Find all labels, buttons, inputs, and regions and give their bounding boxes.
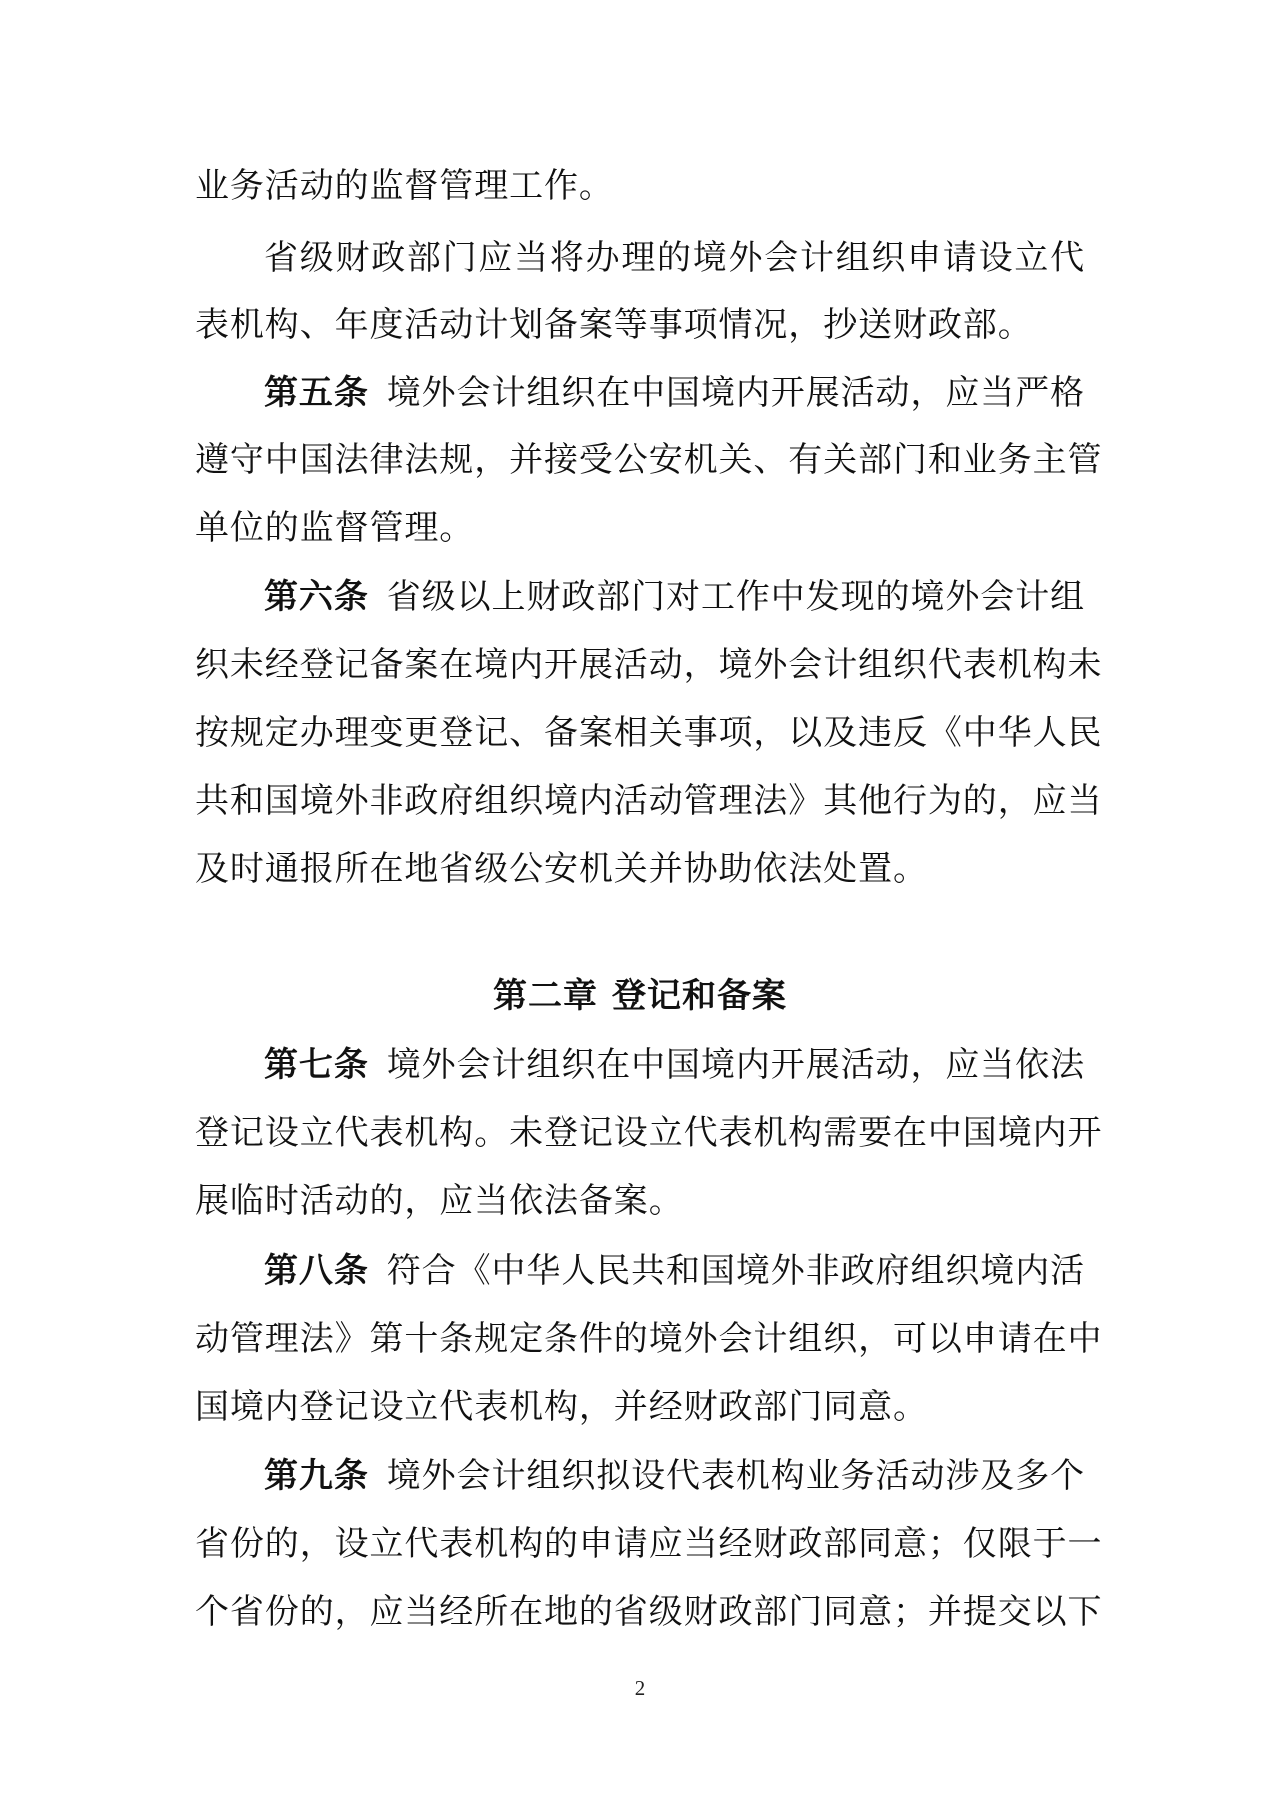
text-line: 单位的监督管理。 [195, 508, 475, 548]
text-line: 遵守中国法律法规，并接受公安机关、有关部门和业务主管 [195, 440, 1103, 480]
article-text: 境外会计组织在中国境内开展活动，应当依法 [386, 1045, 1086, 1085]
text-line: 动管理法》第十条规定条件的境外会计组织，可以申请在中 [195, 1319, 1103, 1359]
article-first-line [264, 577, 1085, 617]
article-text: 符合《中华人民共和国境外非政府组织境内活 [386, 1251, 1086, 1291]
article-label: 第九条 [264, 1456, 369, 1496]
article-text: 境外会计组织在中国境内开展活动，应当严格 [386, 373, 1086, 413]
article-label: 第五条 [264, 373, 369, 413]
article-first-line [264, 1045, 1085, 1085]
page-number: 2 [634, 1676, 646, 1700]
article-text: 境外会计组织拟设代表机构业务活动涉及多个 [386, 1456, 1086, 1496]
article-first-line [264, 1251, 1085, 1291]
text-line: 织未经登记备案在境内开展活动，境外会计组织代表机构未 [195, 645, 1103, 685]
article-label: 第六条 [264, 577, 369, 617]
chapter-title: 登记和备案 [612, 976, 787, 1016]
text-line: 及时通报所在地省级公安机关并协助依法处置。 [195, 849, 928, 889]
text-line: 按规定办理变更登记、备案相关事项，以及违反《中华人民 [195, 713, 1103, 753]
chapter-number: 第二章 [493, 976, 598, 1016]
text-line: 展临时活动的，应当依法备案。 [195, 1181, 684, 1221]
chapter-heading [0, 976, 1280, 1016]
article-first-line [264, 373, 1085, 413]
text-line: 国境内登记设立代表机构，并经财政部门同意。 [195, 1387, 928, 1427]
text-line: 省级财政部门应当将办理的境外会计组织申请设立代 [264, 238, 1085, 278]
article-label: 第八条 [264, 1251, 369, 1291]
article-first-line [264, 1456, 1085, 1496]
article-text: 省级以上财政部门对工作中发现的境外会计组 [386, 577, 1086, 617]
text-line: 业务活动的监督管理工作。 [195, 166, 614, 206]
text-line: 表机构、年度活动计划备案等事项情况，抄送财政部。 [195, 305, 1033, 345]
article-label: 第七条 [264, 1045, 369, 1085]
text-line: 省份的，设立代表机构的申请应当经财政部同意；仅限于一 [195, 1524, 1103, 1564]
text-line: 共和国境外非政府组织境内活动管理法》其他行为的，应当 [195, 781, 1103, 821]
text-line: 个省份的，应当经所在地的省级财政部门同意；并提交以下 [195, 1592, 1103, 1632]
text-line: 登记设立代表机构。未登记设立代表机构需要在中国境内开 [195, 1113, 1103, 1153]
